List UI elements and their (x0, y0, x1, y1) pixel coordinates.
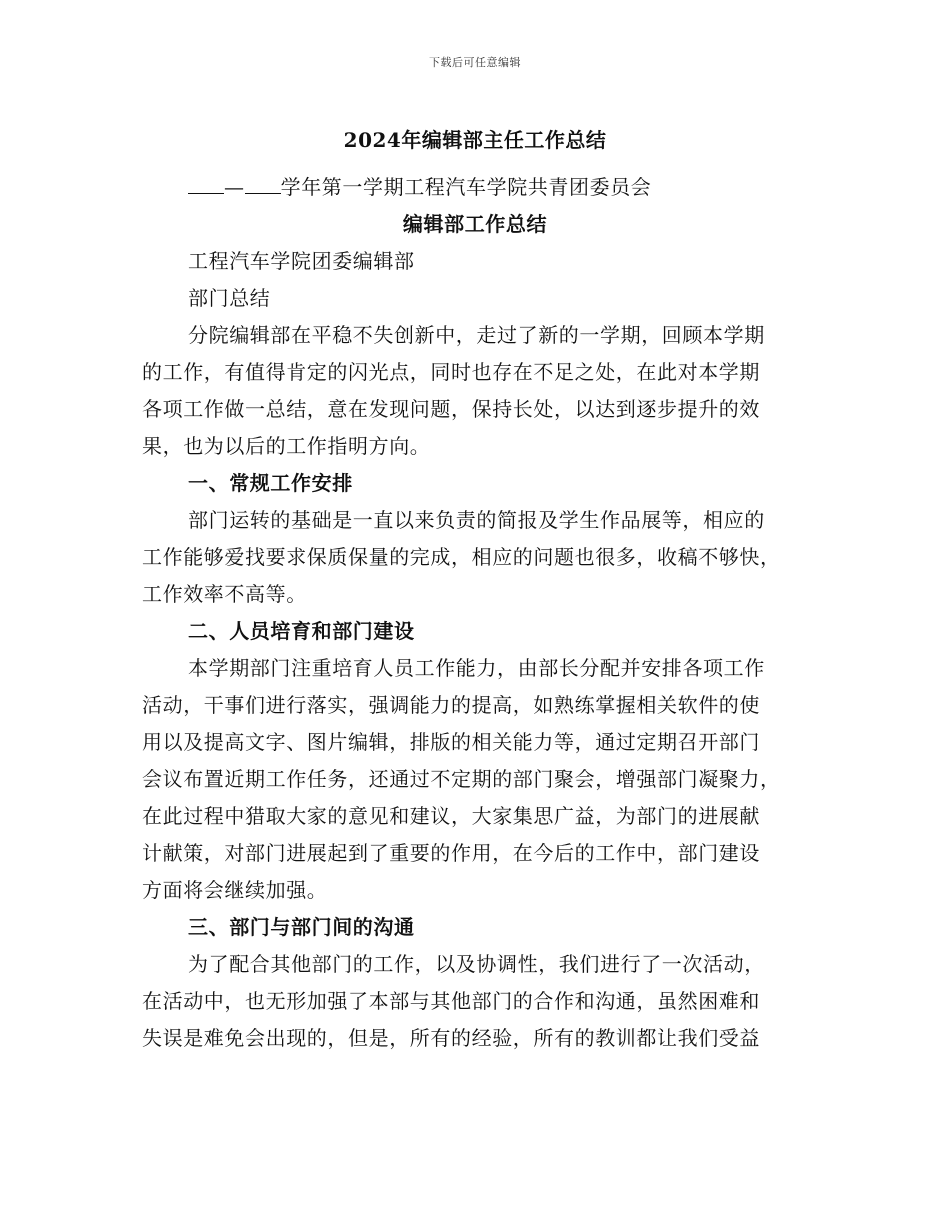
document-title: 2024年编辑部主任工作总结 (343, 128, 607, 152)
paragraph-line: 本学期部门注重培育人员工作能力，由部长分配并安排各项工作 (188, 656, 765, 680)
section-heading: 三、部门与部门间的沟通 (188, 915, 415, 939)
paragraph-line: 工作能够爱找要求保质保量的完成，相应的问题也很多，收稿不够快， (142, 545, 781, 569)
subtitle-line-2: 编辑部工作总结 (402, 212, 548, 236)
header-note: 下载后可任意编辑 (429, 56, 521, 69)
paragraph-line: 方面将会继续加强。 (142, 878, 328, 902)
paragraph-line: 的工作，有值得肯定的闪光点，同时也存在不足之处，在此对本学期 (142, 360, 760, 384)
subtitle-dash: — (224, 175, 245, 199)
section-heading: 二、人员培育和部门建设 (188, 619, 415, 643)
org-name: 工程汽车学院团委编辑部 (188, 249, 415, 273)
paragraph-line: 各项工作做一总结，意在发现问题，保持长处，以达到逐步提升的效 (142, 397, 760, 421)
section-heading: 一、常规工作安排 (188, 471, 353, 495)
blank-underline (188, 173, 224, 194)
paragraph-line: 失误是难免会出现的，但是，所有的经验，所有的教训都让我们受益 (142, 1026, 760, 1050)
blank-underline (245, 173, 281, 194)
subtitle-line-1 (188, 172, 651, 202)
paragraph-line: 工作效率不高等。 (142, 582, 307, 606)
paragraph-line: 用以及提高文字、图片编辑，排版的相关能力等，通过定期召开部门 (142, 730, 760, 754)
paragraph-line: 果，也为以后的工作指明方向。 (142, 434, 431, 458)
paragraph-line: 会议布置近期工作任务，还通过不定期的部门聚会，增强部门凝聚力， (142, 767, 781, 791)
paragraph-line: 活动，干事们进行落实，强调能力的提高，如熟练掌握相关软件的使 (142, 693, 760, 717)
paragraph-line: 分院编辑部在平稳不失创新中，走过了新的一学期，回顾本学期 (188, 323, 765, 347)
paragraph-line: 为了配合其他部门的工作，以及协调性，我们进行了一次活动， (188, 952, 765, 976)
dept-summary-label: 部门总结 (188, 286, 271, 310)
subtitle-text: 学年第一学期工程汽车学院共青团委员会 (280, 175, 652, 199)
paragraph-line: 计献策，对部门进展起到了重要的作用，在今后的工作中，部门建设 (142, 841, 760, 865)
paragraph-line: 在此过程中猎取大家的意见和建议，大家集思广益，为部门的进展献 (142, 804, 760, 828)
paragraph-line: 在活动中，也无形加强了本部与其他部门的合作和沟通，虽然困难和 (142, 989, 760, 1013)
paragraph-line: 部门运转的基础是一直以来负责的简报及学生作品展等，相应的 (188, 508, 765, 532)
